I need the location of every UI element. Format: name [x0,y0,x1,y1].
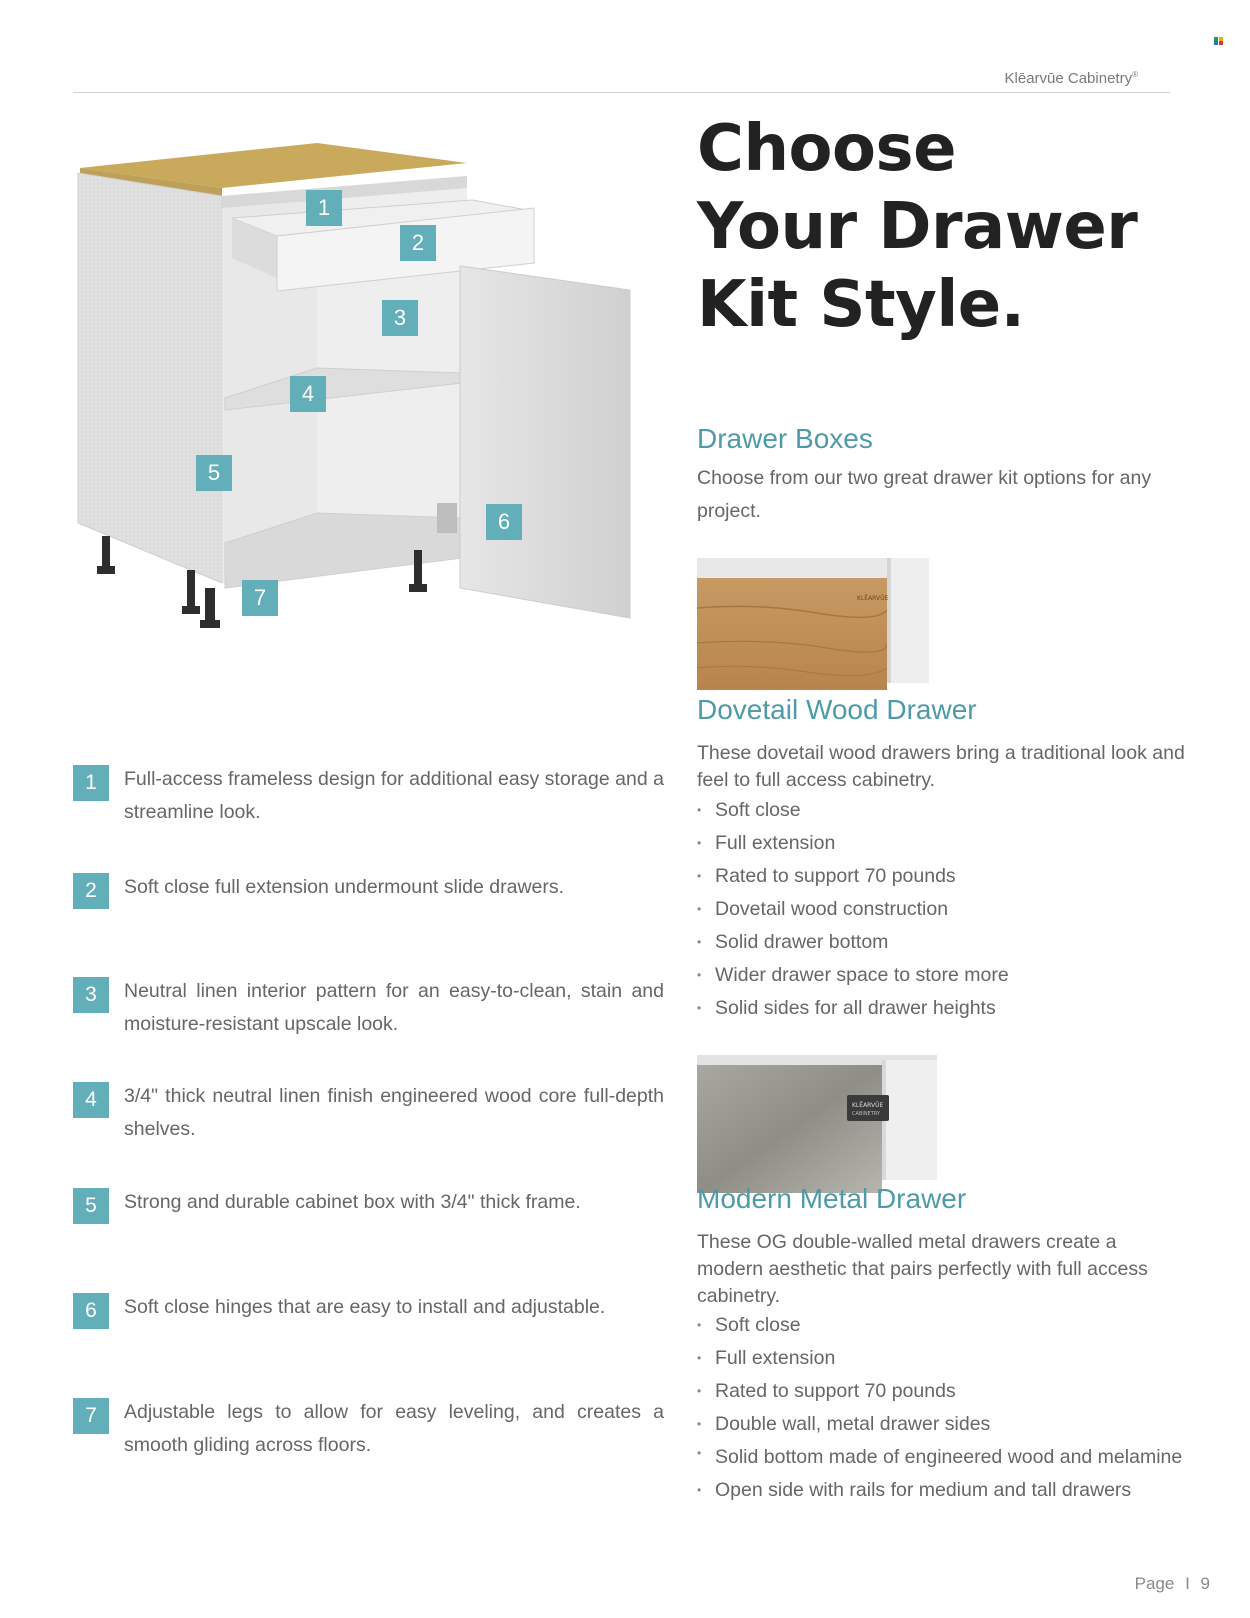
list-item: • Dovetail wood construction [697,893,1217,926]
feature-number: 2 [73,873,109,909]
title-line-1: Choose [697,112,956,186]
feature-text: Soft close hinges that are easy to install and adjustable. [124,1296,606,1318]
list-item: • Full extension [697,1342,1217,1375]
list-item: • Open side with rails for medium and tall drawers [697,1474,1217,1507]
feature-number: 6 [73,1293,109,1329]
callout-marker-7: 7 [242,580,278,616]
callout-marker-4: 4 [290,376,326,412]
metal-heading: Modern Metal Drawer [697,1183,967,1214]
feature-number: 4 [73,1082,109,1118]
corner-logo-icon [1214,32,1224,40]
list-item: • Solid drawer bottom [697,926,1217,959]
list-item: • Solid bottom made of engineered wood and melamine [697,1441,1217,1474]
page-number [1135,1574,1210,1594]
page-title [697,110,1197,344]
feature-text: Full-access frameless design for additional easy storage and a streamline look. [124,768,664,823]
callout-marker-6: 6 [486,504,522,540]
feature-text: Adjustable legs to allow for easy leveling, and creates a smooth gliding across floors. [124,1401,664,1456]
metal-description: These OG double-walled metal drawers create a modern aesthetic that pairs perfectly with full access cabinetry. [697,1231,1148,1307]
metal-feature-list [697,1309,1217,1507]
feature-text: Neutral linen interior pattern for an easy-to-clean, stain and moisture-resistant upscale look. [124,980,664,1035]
metal-image-logo: KLĒARVŪE [852,1102,884,1109]
feature-text: Strong and durable cabinet box with 3/4" thick frame. [124,1191,581,1213]
cabinet-drawing [72,118,662,688]
page-label: Page [1134,1574,1175,1593]
list-item: • Wider drawer space to store more [697,959,1217,992]
dovetail-feature-list [697,794,1217,1025]
title-line-2: Your Drawer [697,190,1138,264]
list-item: • Double wall, metal drawer sides [697,1408,1217,1441]
dovetail-image-logo: KLĒARVŪE [857,595,889,602]
page-number-value: 9 [1200,1574,1210,1593]
callout-marker-1: 1 [306,190,342,226]
metal-image-logo-sub: CABINETRY [852,1111,880,1117]
metal-drawer-image [697,1055,942,1193]
list-item: • Solid sides for all drawer heights [697,992,1217,1025]
callout-marker-3: 3 [382,300,418,336]
callout-marker-2: 2 [400,225,436,261]
brand-name: Klēarvūe Cabinetry® [1004,70,1138,87]
feature-text: 3/4" thick neutral linen finish engineered wood core full-depth shelves. [124,1085,664,1140]
callout-marker-5: 5 [196,455,232,491]
list-item: • Soft close [697,1309,1217,1342]
dovetail-drawer-image [697,558,942,690]
list-item: • Soft close [697,794,1217,827]
dovetail-heading: Dovetail Wood Drawer [697,694,977,725]
feature-number: 3 [73,977,109,1013]
feature-number: 1 [73,765,109,801]
title-line-3: Kit Style. [697,268,1025,342]
feature-number: 5 [73,1188,109,1224]
dovetail-description: These dovetail wood drawers bring a traditional look and feel to full access cabinetry. [697,742,1185,791]
header-divider [73,92,1170,93]
feature-text: Soft close full extension undermount slide drawers. [124,876,565,898]
list-item: • Rated to support 70 pounds [697,860,1217,893]
page-separator: I [1185,1574,1190,1593]
list-item: • Rated to support 70 pounds [697,1375,1217,1408]
cabinet-illustration [72,118,662,688]
drawer-boxes-intro: Choose from our two great drawer kit options for any project. [697,467,1152,522]
drawer-boxes-heading: Drawer Boxes [697,423,873,454]
list-item: • Full extension [697,827,1217,860]
feature-number: 7 [73,1398,109,1434]
